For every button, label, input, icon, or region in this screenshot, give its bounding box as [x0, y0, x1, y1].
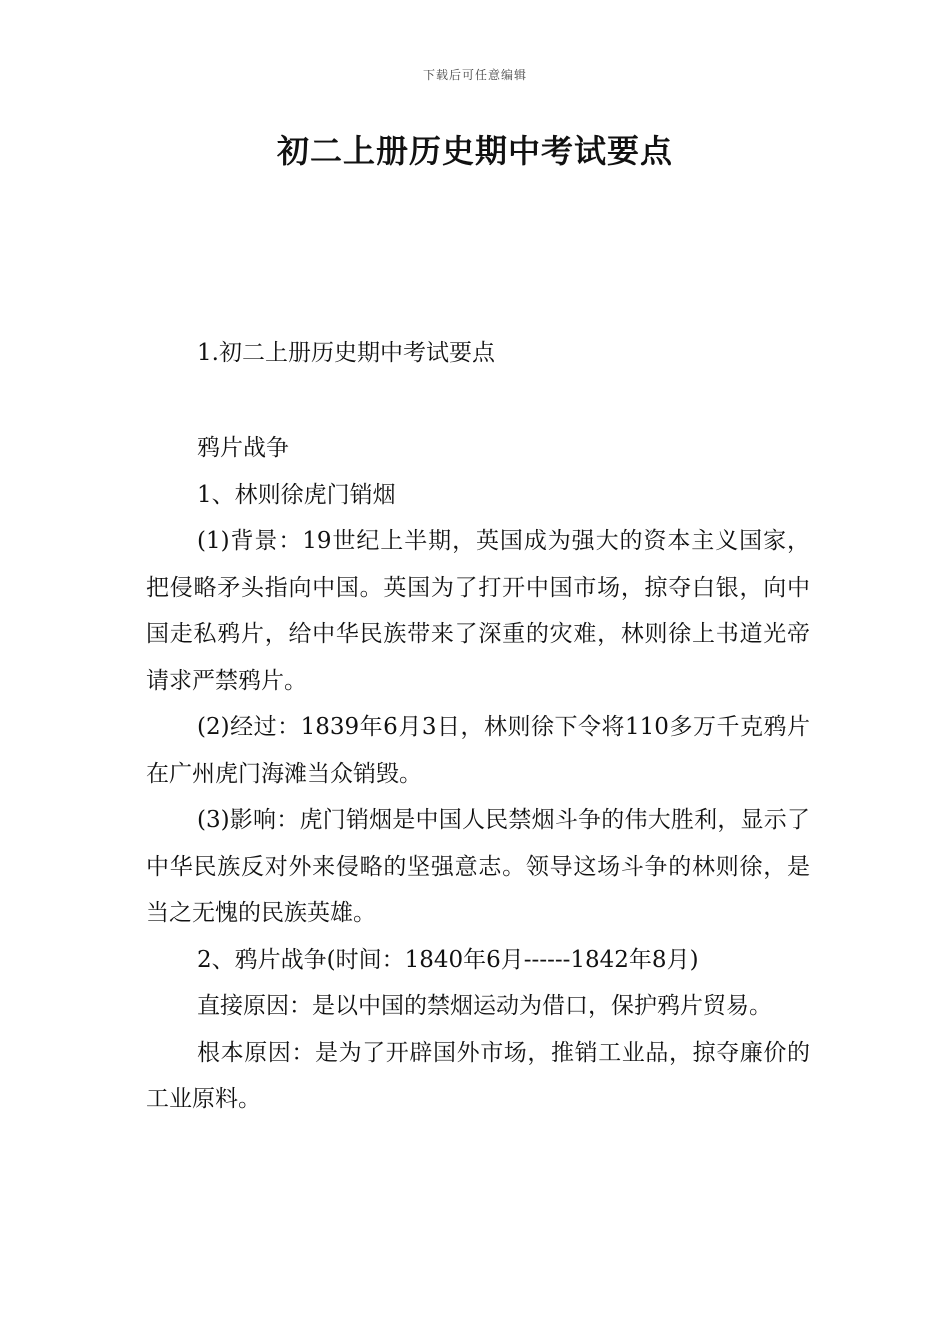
- paragraph-process: (2)经过：1839年6月3日，林则徐下令将110多万千克鸦片在广州虎门海滩当众销毁。: [146, 714, 810, 787]
- paragraph-background: (1)背景：19世纪上半期，英国成为强大的资本主义国家，把侵略矛头指向中国。英国为了打开中国市场，掠夺白银，向中国走私鸦片，给中华民族带来了深重的灾难，林则徐上书道光帝请求严禁鸦片。: [146, 528, 810, 694]
- subheading-humen: 1、林则徐虎门销烟: [197, 481, 396, 508]
- header-note: 下载后可任意编辑: [422, 68, 527, 82]
- paragraph-root-cause: 根本原因：是为了开辟国外市场，推销工业品，掠夺廉价的工业原料。: [146, 1039, 810, 1112]
- subheading-opium-war-dates: 2、鸦片战争(时间：1840年6月------1842年8月): [197, 946, 699, 973]
- paragraph-direct-cause: 直接原因：是以中国的禁烟运动为借口，保护鸦片贸易。: [197, 993, 772, 1019]
- document-title: 初二上册历史期中考试要点: [276, 132, 673, 170]
- section-heading: [146, 330, 810, 377]
- heading-opium-war: 鸦片战争: [197, 435, 289, 461]
- section-heading-text: 1.初二上册历史期中考试要点: [197, 340, 495, 366]
- paragraph-impact: (3)影响：虎门销烟是中国人民禁烟斗争的伟大胜利，显示了中华民族反对外来侵略的坚强意志。领导这场斗争的林则徐，是当之无愧的民族英雄。: [146, 807, 810, 926]
- document-body: [146, 425, 810, 1123]
